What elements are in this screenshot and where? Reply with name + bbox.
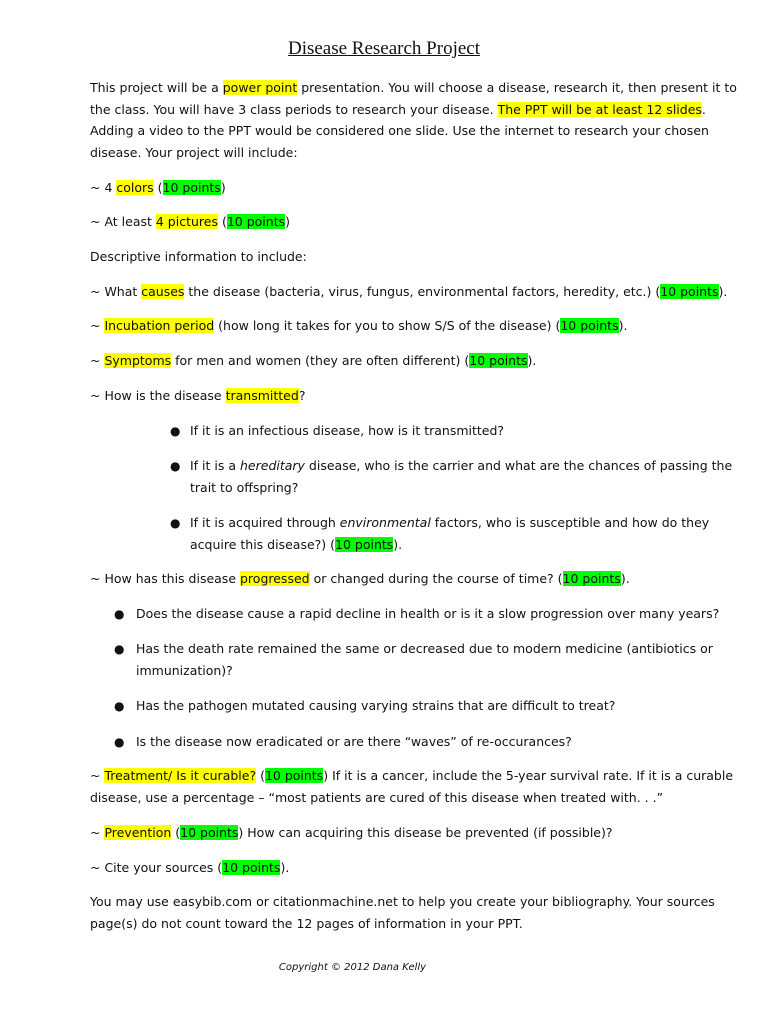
text: (how long it takes for you to show S/S of the disease) ( [214,318,561,333]
text: acquire this disease?) ( [190,537,336,552]
text: the disease (bacteria, virus, fungus, environmental factors, heredity, etc.) ( [184,284,661,299]
intro-line-3: Adding a video to the PPT would be considered one slide. Use the internet to research your chosen [90,123,709,138]
item-causes [90,281,730,303]
text: ( [256,768,265,783]
intro-line-2 [90,99,730,121]
points-badge: 10 points [469,353,528,368]
text: for men and women (they are often different) ( [171,353,470,368]
item-colors [90,177,730,199]
text: ~ How is the disease [90,388,226,403]
item-pictures [90,211,730,233]
emphasis: hereditary [240,458,305,473]
points-badge: 10 points [660,284,719,299]
highlight-yellow: Incubation period [104,318,215,333]
highlight-yellow: causes [141,284,185,299]
item-incubation [90,315,730,337]
text: ) If it is a cancer, include the 5-year survival rate. If it is a curable [323,768,734,783]
points-badge: 10 points [162,180,221,195]
closing-line-1: You may use easybib.com or citationmachine.net to help you create your bibliography. Your sources [90,894,715,909]
text: ). [618,318,628,333]
text: ~ At least [90,214,156,229]
progress-bullet-3: Has the pathogen mutated causing varying strains that are difficult to treat? [136,698,616,713]
text: ~ Cite your sources ( [90,860,223,875]
text: ~ 4 [90,180,117,195]
text: disease, who is the carrier and what are the chances of passing the [304,458,733,473]
text: If it is acquired through [190,515,340,530]
transmit-bullet-3-cont [190,534,730,556]
bullet-icon: ● [170,459,181,473]
text: presentation. You will choose a disease, research it, then present it to [297,80,737,95]
text: ). [280,860,290,875]
highlight-yellow: power point [222,80,298,95]
highlight-yellow: Treatment/ Is it curable? [104,768,257,783]
text: ~ [90,825,105,840]
points-badge: 10 points [226,214,286,229]
highlight-yellow: colors [116,180,154,195]
text: ? [298,388,306,403]
item-treatment-cont: disease, use a percentage – “most patients are cured of this disease when treated with. . .” [90,790,664,805]
text: factors, who is susceptible and how do they [430,515,710,530]
transmit-bullet-2-cont: trait to offspring? [190,480,299,495]
intro-line-4: disease. Your project will include: [90,145,298,160]
intro-line-1 [90,77,737,99]
text: ~ [90,318,105,333]
closing-line-2: page(s) do not count toward the 12 pages of information in your PPT. [90,916,523,931]
transmit-bullet-2 [190,455,733,477]
points-badge: 10 points [560,318,619,333]
bullet-icon: ● [114,642,125,656]
bullet-icon: ● [114,735,125,749]
text: ~ [90,353,105,368]
bullet-icon: ● [170,424,181,438]
highlight-yellow: progressed [240,571,310,586]
page-title: Disease Research Project [287,38,481,59]
text: This project will be a [90,80,223,95]
copyright-notice: Copyright © 2012 Dana Kelly [278,962,427,973]
transmit-bullet-1: If it is an infectious disease, how is it transmitted? [190,423,505,438]
item-treatment [90,765,734,787]
text: ~ [90,768,105,783]
highlight-yellow: Symptoms [104,353,172,368]
bullet-icon: ● [114,607,125,621]
bullet-icon: ● [114,699,125,713]
highlight-yellow: The PPT will be at least 12 slides [497,102,702,117]
bullet-icon: ● [170,516,181,530]
item-transmitted [90,385,730,407]
text: If it is a [190,458,240,473]
emphasis: environmental [339,515,431,530]
text: . [701,102,706,117]
text: ). [527,353,537,368]
points-badge: 10 points [180,825,239,840]
points-badge: 10 points [562,571,621,586]
text: or changed during the course of time? ( [309,571,563,586]
text: ) How can acquiring this disease be prevented (if possible)? [238,825,613,840]
item-progressed [90,568,730,590]
points-badge: 10 points [264,768,324,783]
highlight-yellow: Prevention [104,825,172,840]
text: ). [393,537,403,552]
highlight-yellow: transmitted [225,388,299,403]
text: ) [285,214,291,229]
text: ) [220,180,226,195]
progress-bullet-4: Is the disease now eradicated or are there “waves” of re-occurances? [136,734,572,749]
item-cite [90,857,730,879]
points-badge: 10 points [335,537,394,552]
item-symptoms [90,350,730,372]
highlight-yellow: 4 pictures [155,214,218,229]
progress-bullet-1: Does the disease cause a rapid decline in health or is it a slow progression over many years? [136,606,720,621]
points-badge: 10 points [222,860,281,875]
transmit-bullet-3 [190,512,730,534]
progress-bullet-2: Has the death rate remained the same or decreased due to modern medicine (antibiotics or [136,641,713,656]
text: ). [718,284,728,299]
text: ~ What [90,284,142,299]
descriptive-heading: Descriptive information to include: [90,249,307,264]
item-prevention [90,822,730,844]
text: ). [620,571,630,586]
text: ( [217,214,227,229]
text: ( [153,180,163,195]
text: the class. You will have 3 class periods to research your disease. [90,102,498,117]
progress-bullet-2-cont: immunization)? [136,663,233,678]
text: ~ How has this disease [90,571,240,586]
text: ( [171,825,181,840]
